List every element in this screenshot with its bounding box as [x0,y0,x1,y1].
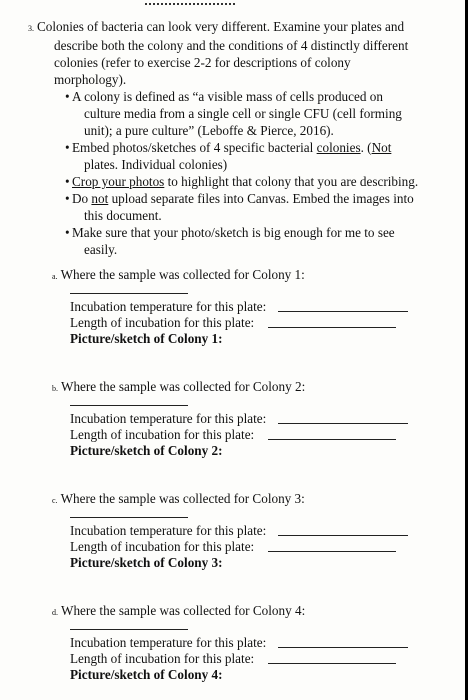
bullet-dot: • [65,225,70,240]
incubation-temperature-label: Incubation temperature for this plate: [70,635,267,650]
instruction-item: • Embed photos/sketches of 4 specific bacterial colonies. (Not plates. Individual colonies) [65,140,392,172]
instruction-item: • Make sure that your photo/sketch is big enough for me to see easily. [65,225,395,257]
top-cropped-text [145,0,235,5]
question-line: morphology). [54,72,127,87]
incubation-temperature-label: Incubation temperature for this plate: [70,523,267,538]
picture-sketch-label: Picture/sketch of Colony 4: [70,667,223,682]
question-block [28,18,443,258]
incubation-length-label: Length of incubation for this plate: [70,651,255,666]
incubation-temperature-label: Incubation temperature for this plate: [70,411,267,426]
picture-sketch-label: Picture/sketch of Colony 3: [70,555,223,570]
incubation-temperature-label: Incubation temperature for this plate: [70,299,267,314]
sample-answer-line[interactable] [70,517,188,518]
sample-answer-line[interactable] [70,293,188,294]
colony-prompt: b. Where the sample was collected for Colony 2: [52,379,306,394]
picture-sketch-label: Picture/sketch of Colony 2: [70,443,223,458]
incubation-temperature-line[interactable] [278,423,408,424]
instruction-item: • Do not upload separate files into Canvas. Embed the images into this document. [65,191,414,223]
bullet-dot: • [65,174,70,189]
question-line: describe both the colony and the conditions of 4 distinctly different [54,38,409,53]
incubation-length-line[interactable] [268,663,396,664]
incubation-length-line[interactable] [268,551,396,552]
question-line: 3. Colonies of bacteria can look very different. Examine your plates and [28,19,405,34]
incubation-length-label: Length of incubation for this plate: [70,315,255,330]
question-number: 3. [28,24,34,33]
incubation-temperature-line[interactable] [278,647,408,648]
instruction-item: • Crop your photos to highlight that colony that you are describing. [65,174,419,189]
bullet-dot: • [65,140,70,155]
instruction-list [65,88,443,258]
picture-sketch-label: Picture/sketch of Colony 1: [70,331,223,346]
colony-prompt: c. Where the sample was collected for Colony 3: [52,491,305,506]
instruction-item: • A colony is defined as “a visible mass of cells produced on culture media from a single cell or single CFU (cell forming unit); a pure culture” (Leboffe & Pierce, 2016). [65,89,402,138]
incubation-length-label: Length of incubation for this plate: [70,539,255,554]
incubation-length-line[interactable] [268,327,396,328]
incubation-temperature-line[interactable] [278,535,408,536]
bullet-dot: • [65,191,70,206]
question-line: colonies (refer to exercise 2-2 for descriptions of colony [54,55,351,70]
colony-prompt: a. Where the sample was collected for Colony 1: [52,267,305,282]
sample-answer-line[interactable] [70,405,188,406]
incubation-length-line[interactable] [268,439,396,440]
sample-answer-line[interactable] [70,629,188,630]
bullet-dot: • [65,89,70,104]
incubation-temperature-line[interactable] [278,311,408,312]
incubation-length-label: Length of incubation for this plate: [70,427,255,442]
colony-prompt: d. Where the sample was collected for Colony 4: [52,603,306,618]
